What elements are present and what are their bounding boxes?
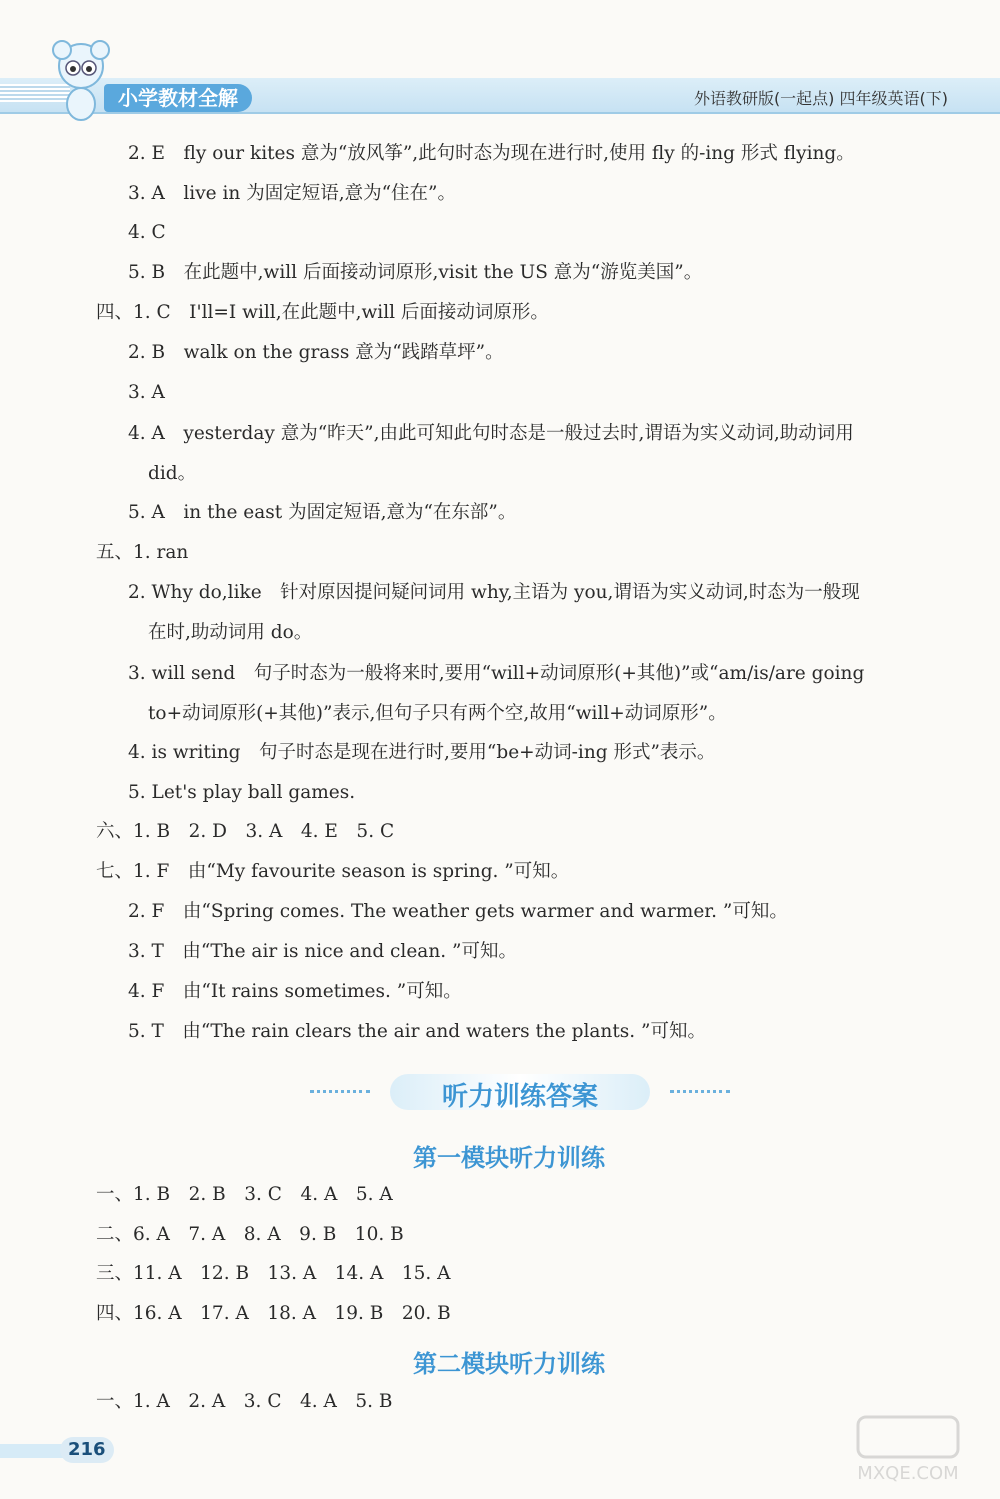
answer-line: 3. A live in 为固定短语,意为“住在”。: [128, 183, 457, 204]
answer-line: 2. Why do,like 针对原因提问疑问词用 why,主语为 you,谓语为实义动词,时态为一般现: [128, 582, 860, 603]
answer-line: 三、11. A 12. B 13. A 14. A 15. A: [96, 1263, 451, 1284]
answer-line: 3. T 由“The air is nice and clean. ”可知。: [128, 941, 517, 962]
answer-line: 5. T 由“The rain clears the air and waters the plants. ”可知。: [128, 1021, 706, 1042]
section-title: 听力训练答案: [441, 1082, 598, 1112]
book-title: 小学教材全解: [104, 84, 252, 112]
answer-line: 4. A yesterday 意为“昨天”,由此可知此句时态是一般过去时,谓语为实义动词,助动词用: [128, 423, 854, 444]
answer-line: 一、1. A 2. A 3. C 4. A 5. B: [96, 1391, 393, 1412]
answer-line: 二、6. A 7. A 8. A 9. B 10. B: [96, 1224, 404, 1245]
answer-line: 在时,助动词用 do。: [148, 622, 313, 643]
answer-line: 四、16. A 17. A 18. A 19. B 20. B: [96, 1303, 451, 1324]
answer-line: 3. A: [128, 382, 165, 403]
page-number: 216: [60, 1437, 114, 1463]
answer-line: 4. C: [128, 222, 166, 243]
answer-line: 五、1. ran: [96, 542, 189, 563]
answer-line: 4. F 由“It rains sometimes. ”可知。: [128, 981, 462, 1002]
answer-line: 七、1. F 由“My favourite season is spring. ”可知。: [96, 861, 570, 882]
answer-line: 5. B 在此题中,will 后面接动词原形,visit the US 意为“游览美国”。: [128, 262, 703, 283]
answer-line: 2. F 由“Spring comes. The weather gets warmer and warmer. ”可知。: [128, 901, 788, 922]
answer-line: 3. will send 句子时态为一般将来时,要用“will+动词原形(+其他)”或“am/is/are going: [128, 663, 865, 684]
answer-line: 2. E fly our kites 意为“放风筝”,此句时态为现在进行时,使用 fly 的-ing 形式 flying。: [128, 143, 855, 164]
watermark-logo: [828, 1415, 988, 1485]
answer-line: 5. A in the east 为固定短语,意为“在东部”。: [128, 502, 517, 523]
answer-line: 四、1. C I'll=I will,在此题中,will 后面接动词原形。: [96, 302, 549, 323]
book-edition: 外语教研版(一起点) 四年级英语(下): [693, 89, 948, 108]
answer-line: 一、1. B 2. B 3. C 4. A 5. A: [96, 1184, 393, 1205]
answer-line: 4. is writing 句子时态是现在进行时,要用“be+动词-ing 形式”表示。: [128, 742, 716, 763]
module1-title: 第一模块听力训练: [413, 1144, 605, 1172]
answer-line: 六、1. B 2. D 3. A 4. E 5. C: [96, 821, 395, 842]
watermark-text: MXQE.COM: [857, 1463, 959, 1484]
answer-line: 5. Let's play ball games.: [128, 782, 356, 803]
mascot-icon: [48, 40, 114, 124]
answer-line: did。: [148, 463, 197, 484]
module2-title: 第二模块听力训练: [413, 1350, 605, 1378]
section-header: [310, 1072, 730, 1112]
answer-line: 2. B walk on the grass 意为“践踏草坪”。: [128, 342, 504, 363]
answer-line: to+动词原形(+其他)”表示,但句子只有两个空,故用“will+动词原形”。: [148, 703, 727, 724]
